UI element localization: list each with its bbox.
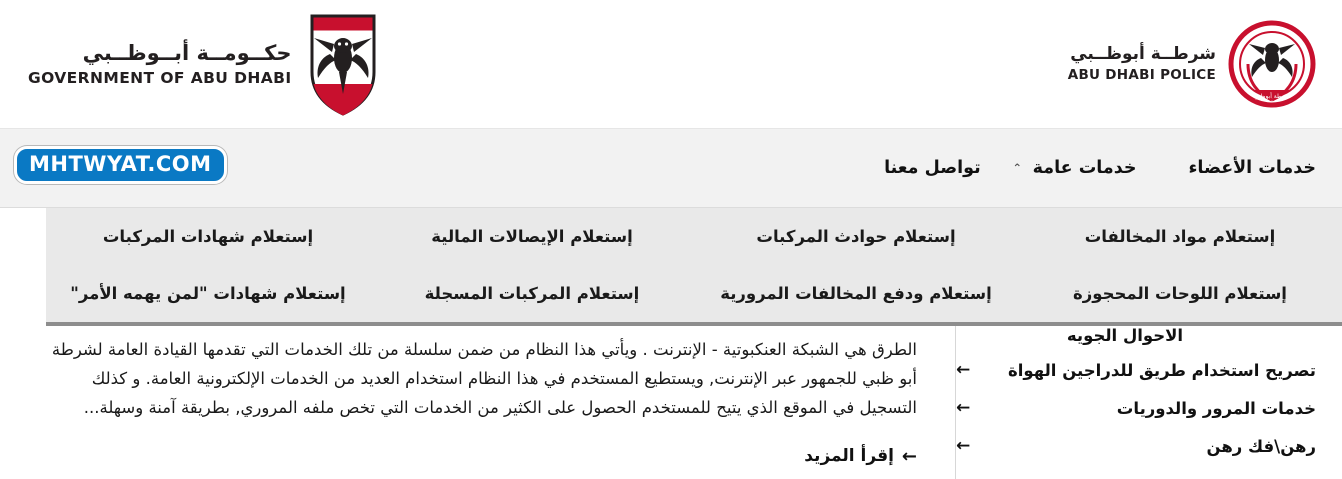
- dropdown-item-violation-articles[interactable]: إستعلام مواد المخالفات: [1084, 227, 1276, 246]
- watermark-text: MHTWYAT.COM: [29, 152, 212, 176]
- sidebar-item-label: رهن\فك رهن: [1206, 436, 1316, 456]
- police-logo-arabic: شرطــة أبوظــبي: [1070, 44, 1216, 65]
- public-services-dropdown: [46, 208, 1342, 326]
- main-navbar: [0, 129, 1342, 208]
- government-logo-arabic: حكــومــة أبــوظــبي: [82, 41, 292, 66]
- government-logo-english: GOVERNMENT OF ABU DHABI: [28, 68, 292, 87]
- arrow-left-icon: ←: [956, 360, 971, 380]
- arrow-left-icon: ←: [956, 436, 971, 456]
- abu-dhabi-police-badge-icon: [1228, 20, 1316, 108]
- article-paragraph: الطرق هي الشبكة العنكبوتية - الإنترنت . ويأتي هذا النظام من ضمن سلسلة من تلك الخدمات التي تقدمها القيادة العامة لشرطة أبو ظبي للجمهور عبر الإنترنت, ويستطيع المستخدم في هذا النظام استخدام العديد من الخدمات الإلكترونية العامة. و كذلك التسجيل في الموقع الذي يتيح للمستخدم الحصول على الكثير من الخدمات التي تخص ملفه المروري, بطريقة آمنة وسهلة...: [51, 340, 917, 417]
- nav-item-label: خدمات عامة: [1032, 158, 1137, 178]
- chevron-up-icon: ⌃: [1012, 161, 1022, 175]
- nav-item-label: خدمات الأعضاء: [1188, 158, 1316, 178]
- dropdown-item-vehicle-certificates[interactable]: إستعلام شهادات المركبات: [102, 227, 314, 246]
- police-logo-text: [1068, 43, 1216, 84]
- nav-item-contact-us[interactable]: [858, 129, 1007, 207]
- article-body: [0, 326, 955, 479]
- police-logo-english: ABU DHABI POLICE: [1067, 67, 1216, 84]
- dropdown-item-registered-vehicles[interactable]: إستعلام المركبات المسجلة: [424, 284, 640, 303]
- page-content: [0, 326, 1342, 479]
- sidebar-item-cyclist-road-permit[interactable]: [956, 351, 1334, 389]
- government-logo-text: [28, 40, 292, 87]
- dropdown-item-to-whom-it-may-concern[interactable]: إستعلام شهادات "لمن يهمه الأمر": [70, 284, 346, 303]
- dropdown-item-vehicle-accidents[interactable]: إستعلام حوادث المركبات: [756, 227, 956, 246]
- services-sidebar: [955, 326, 1342, 479]
- dropdown-item-pay-traffic-fines[interactable]: إستعلام ودفع المخالفات المرورية: [720, 284, 992, 303]
- sidebar-item-label: خدمات المرور والدوريات: [1116, 398, 1316, 418]
- sidebar-item-label: تصريح استخدام طريق للدراجين الهواة: [1007, 360, 1316, 380]
- read-more-link[interactable]: [804, 441, 917, 473]
- arrow-left-icon: ←: [956, 398, 971, 418]
- nav-item-member-services[interactable]: [1162, 129, 1342, 207]
- svg-text:شرطة أبوظبي: شرطة أبوظبي: [1253, 93, 1291, 100]
- nav-item-label: تواصل معنا: [884, 158, 981, 178]
- site-header: [0, 0, 1342, 129]
- police-logo[interactable]: [1068, 20, 1316, 108]
- sidebar-item-label: الاحوال الجويه: [1066, 326, 1184, 345]
- read-more-label: إقرأ المزيد: [804, 445, 894, 466]
- dropdown-item-impounded-plates[interactable]: إستعلام اللوحات المحجوزة: [1073, 284, 1287, 303]
- sidebar-item-traffic-patrol-services[interactable]: [956, 389, 1334, 427]
- nav-item-list: [858, 129, 1342, 207]
- dropdown-item-financial-receipts[interactable]: إستعلام الإيصالات المالية: [431, 227, 633, 246]
- government-logo[interactable]: [28, 10, 380, 118]
- sidebar-item-mortgage[interactable]: [956, 427, 1334, 465]
- watermark-badge: [14, 146, 227, 184]
- arrow-left-icon: ←: [901, 445, 917, 467]
- dropdown-grid: [46, 208, 1342, 322]
- nav-item-public-services[interactable]: [1007, 129, 1163, 207]
- sidebar-item-weather[interactable]: [956, 326, 1334, 351]
- abu-dhabi-falcon-emblem-icon: [306, 10, 380, 118]
